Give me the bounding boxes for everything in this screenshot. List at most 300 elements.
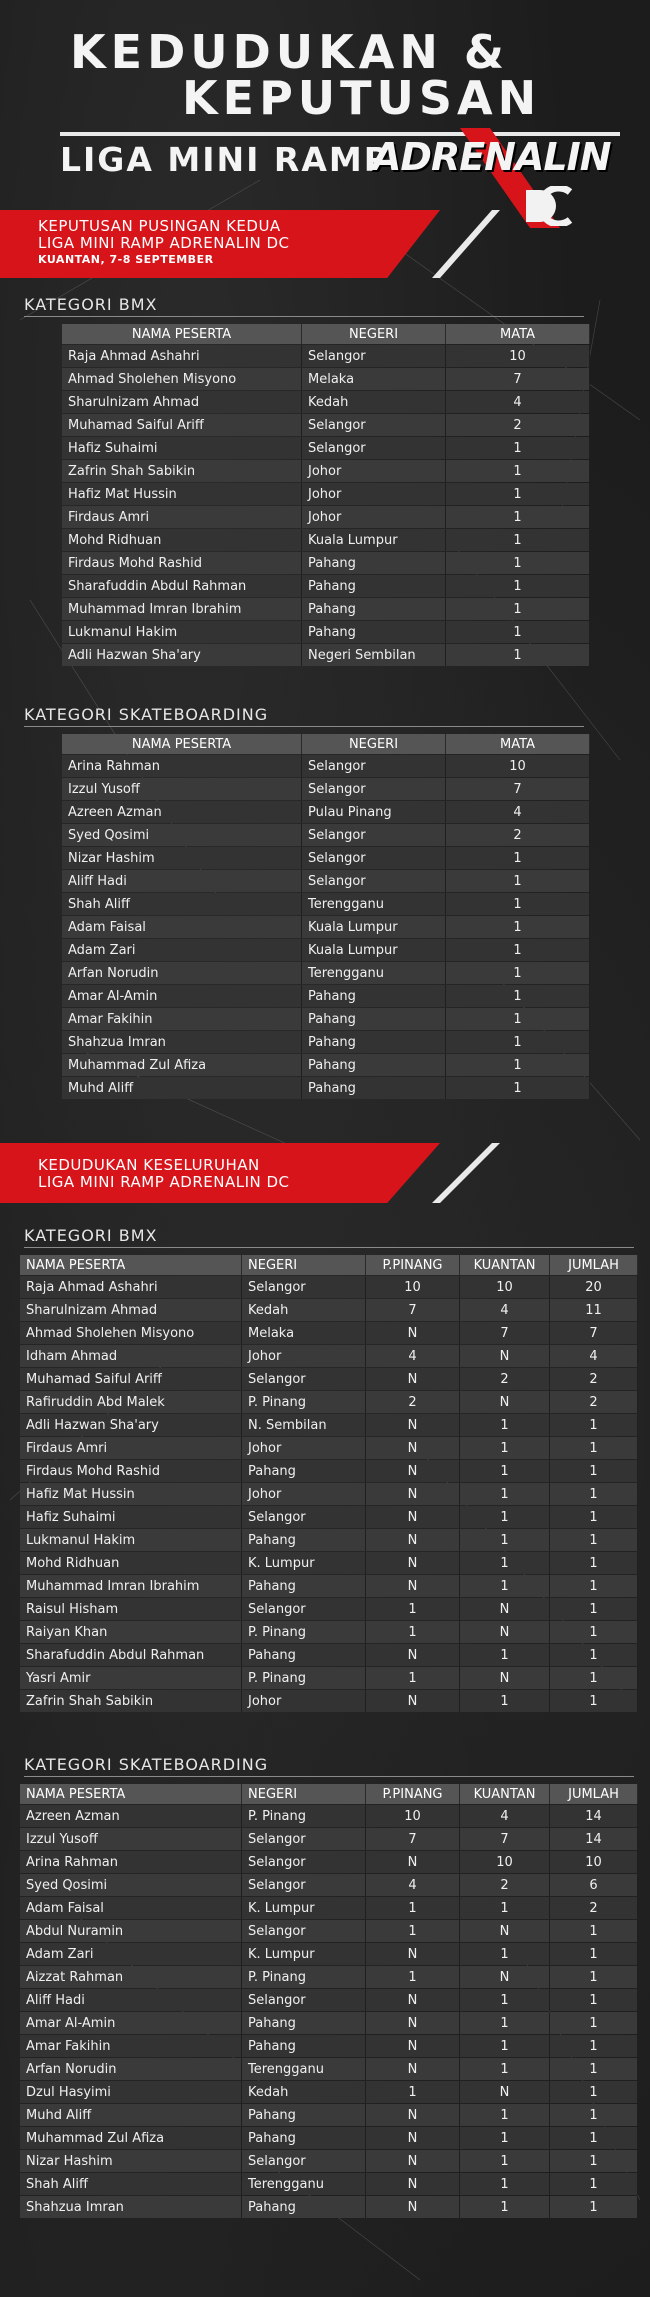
participant-name-cell: Shahzua Imran [62, 1031, 302, 1053]
participant-name-cell: Firdaus Mohd Rashid [20, 1460, 242, 1482]
table-row [20, 1483, 638, 1505]
score-cell: 7 [446, 778, 590, 800]
participant-name-cell: Adam Faisal [20, 1897, 242, 1919]
table-row [20, 1644, 638, 1666]
participant-name-cell: Raiyan Khan [20, 1621, 242, 1643]
score-cell: 1 [550, 2081, 638, 2103]
state-cell: Johor [302, 483, 446, 505]
participant-name-cell: Hafiz Mat Hussin [62, 483, 302, 505]
score-cell: 1 [446, 621, 590, 643]
score-cell: 7 [366, 1299, 460, 1321]
score-cell: 1 [460, 1529, 550, 1551]
table-row [20, 1575, 638, 1597]
score-cell: 1 [550, 1552, 638, 1574]
participant-name-cell: Raisul Hisham [20, 1598, 242, 1620]
state-cell: Kedah [302, 391, 446, 413]
score-cell: 7 [446, 368, 590, 390]
state-cell: Pahang [302, 985, 446, 1007]
score-cell: 1 [366, 1966, 460, 1988]
score-cell: 1 [460, 1483, 550, 1505]
score-cell: 1 [460, 2104, 550, 2126]
score-cell: 11 [550, 1299, 638, 1321]
participant-name-cell: Sharafuddin Abdul Rahman [20, 1644, 242, 1666]
score-cell: 1 [446, 1031, 590, 1053]
score-cell: N [366, 1414, 460, 1436]
round-skate-rule [24, 726, 584, 727]
column-header: MATA [446, 734, 590, 754]
score-cell: 1 [550, 2104, 638, 2126]
state-cell: Selangor [302, 778, 446, 800]
table-row [20, 2104, 638, 2126]
table-row [20, 1621, 638, 1643]
table-row [20, 1943, 638, 1965]
state-cell: Pahang [242, 1529, 366, 1551]
score-cell: 2 [550, 1391, 638, 1413]
score-cell: 1 [446, 598, 590, 620]
score-cell: 10 [446, 755, 590, 777]
state-cell: Kedah [242, 2081, 366, 2103]
score-cell: 1 [446, 962, 590, 984]
table-row [20, 1690, 638, 1712]
table-row [62, 345, 590, 367]
score-cell: 1 [550, 1506, 638, 1528]
participant-name-cell: Amar Al-Amin [20, 2012, 242, 2034]
score-cell: N [366, 1989, 460, 2011]
score-cell: N [366, 2150, 460, 2172]
score-cell: 2 [446, 824, 590, 846]
score-cell: 7 [460, 1322, 550, 1344]
score-cell: 1 [550, 1529, 638, 1551]
score-cell: N [366, 1437, 460, 1459]
state-cell: Negeri Sembilan [302, 644, 446, 666]
score-cell: 1 [550, 1943, 638, 1965]
participant-name-cell: Izzul Yusoff [62, 778, 302, 800]
participant-name-cell: Sharulnizam Ahmad [62, 391, 302, 413]
round-bmx-label: KATEGORI BMX [24, 295, 158, 314]
score-cell: N [366, 1368, 460, 1390]
page-title-line-1: KEDUDUKAN & [70, 25, 510, 79]
state-cell: Johor [242, 1345, 366, 1367]
score-cell: 1 [550, 1920, 638, 1942]
participant-name-cell: Raja Ahmad Ashahri [62, 345, 302, 367]
score-cell: 1 [550, 1598, 638, 1620]
participant-name-cell: Muhammad Zul Afiza [62, 1054, 302, 1076]
column-header: JUMLAH [550, 1784, 638, 1804]
participant-name-cell: Muhamad Saiful Ariff [20, 1368, 242, 1390]
table-row [62, 368, 590, 390]
score-cell: N [366, 1322, 460, 1344]
score-cell: 4 [446, 391, 590, 413]
table-row [62, 939, 590, 961]
page-title-line-2: KEPUTUSAN [182, 71, 542, 125]
table-row [62, 529, 590, 551]
overall-banner-title: KEDUDUKAN KESELURUHAN [38, 1156, 260, 1174]
state-cell: Pahang [242, 2035, 366, 2057]
score-cell: 4 [460, 1805, 550, 1827]
state-cell: Selangor [302, 755, 446, 777]
column-header: JUMLAH [550, 1255, 638, 1275]
table-row [20, 1667, 638, 1689]
round-skate-label: KATEGORI SKATEBOARDING [24, 705, 269, 724]
score-cell: 1 [446, 985, 590, 1007]
score-cell: 1 [550, 1989, 638, 2011]
score-cell: 1 [446, 1077, 590, 1099]
score-cell: 1 [550, 2196, 638, 2218]
round-skate-table [62, 733, 590, 1100]
score-cell: 1 [446, 483, 590, 505]
score-cell: N [366, 1943, 460, 1965]
table-row [62, 755, 590, 777]
state-cell: Selangor [242, 1851, 366, 1873]
participant-name-cell: Idham Ahmad [20, 1345, 242, 1367]
round-bmx-rule [24, 316, 584, 317]
table-row [20, 1368, 638, 1390]
table-row [62, 506, 590, 528]
participant-name-cell: Sharafuddin Abdul Rahman [62, 575, 302, 597]
score-cell: 1 [460, 2196, 550, 2218]
table-row [20, 2127, 638, 2149]
table-row [62, 916, 590, 938]
column-header: NAMA PESERTA [62, 734, 302, 754]
banner-white-edge [380, 210, 500, 278]
round-banner-location-date: KUANTAN, 7-8 SEPTEMBER [38, 253, 214, 266]
state-cell: Pahang [302, 621, 446, 643]
state-cell: K. Lumpur [242, 1897, 366, 1919]
table-header-row [20, 1784, 638, 1804]
participant-name-cell: Azreen Azman [20, 1805, 242, 1827]
column-header: NEGERI [242, 1784, 366, 1804]
state-cell: Melaka [242, 1322, 366, 1344]
score-cell: N [460, 1920, 550, 1942]
state-cell: Pahang [242, 1460, 366, 1482]
state-cell: Terengganu [302, 893, 446, 915]
state-cell: Johor [242, 1690, 366, 1712]
score-cell: N [366, 1851, 460, 1873]
score-cell: 1 [460, 1943, 550, 1965]
score-cell: 2 [446, 414, 590, 436]
participant-name-cell: Amar Fakihin [20, 2035, 242, 2057]
column-header: MATA [446, 324, 590, 344]
participant-name-cell: Nizar Hashim [20, 2150, 242, 2172]
table-row [62, 962, 590, 984]
score-cell: 1 [460, 2012, 550, 2034]
table-row [20, 1920, 638, 1942]
participant-name-cell: Muhammad Imran Ibrahim [62, 598, 302, 620]
participant-name-cell: Muhd Aliff [20, 2104, 242, 2126]
participant-name-cell: Nizar Hashim [62, 847, 302, 869]
table-row [20, 1598, 638, 1620]
score-cell: 14 [550, 1805, 638, 1827]
participant-name-cell: Muhamad Saiful Ariff [62, 414, 302, 436]
score-cell: N [366, 2104, 460, 2126]
state-cell: Selangor [302, 345, 446, 367]
score-cell: 7 [460, 1828, 550, 1850]
table-row [20, 1345, 638, 1367]
table-header-row [62, 734, 590, 754]
participant-name-cell: Muhammad Zul Afiza [20, 2127, 242, 2149]
score-cell: 1 [550, 1460, 638, 1482]
table-row [20, 1391, 638, 1413]
participant-name-cell: Dzul Hasyimi [20, 2081, 242, 2103]
score-cell: 10 [366, 1276, 460, 1298]
state-cell: Pahang [242, 1575, 366, 1597]
score-cell: 2 [460, 1368, 550, 1390]
column-header: NAMA PESERTA [20, 1255, 242, 1275]
participant-name-cell: Shah Aliff [62, 893, 302, 915]
score-cell: 1 [460, 1897, 550, 1919]
score-cell: 1 [550, 1437, 638, 1459]
participant-name-cell: Firdaus Mohd Rashid [62, 552, 302, 574]
participant-name-cell: Zafrin Shah Sabikin [62, 460, 302, 482]
score-cell: 10 [366, 1805, 460, 1827]
score-cell: N [366, 2035, 460, 2057]
state-cell: Johor [242, 1437, 366, 1459]
participant-name-cell: Adam Faisal [62, 916, 302, 938]
participant-name-cell: Firdaus Amri [62, 506, 302, 528]
score-cell: 1 [460, 2035, 550, 2057]
round-banner-subtitle: LIGA MINI RAMP ADRENALIN DC [38, 234, 290, 252]
score-cell: N [366, 2127, 460, 2149]
state-cell: Selangor [242, 1989, 366, 2011]
overall-skate-table [20, 1783, 638, 2219]
score-cell: 1 [460, 1575, 550, 1597]
column-header: NEGERI [242, 1255, 366, 1275]
score-cell: 1 [460, 2058, 550, 2080]
participant-name-cell: Aliff Hadi [20, 1989, 242, 2011]
state-cell: Selangor [302, 414, 446, 436]
score-cell: 1 [446, 437, 590, 459]
state-cell: Selangor [242, 2150, 366, 2172]
score-cell: 1 [550, 2150, 638, 2172]
state-cell: Terengganu [302, 962, 446, 984]
score-cell: 4 [550, 1345, 638, 1367]
table-row [62, 483, 590, 505]
round-banner-text [38, 218, 290, 268]
state-cell: Selangor [242, 1506, 366, 1528]
state-cell: Selangor [242, 1598, 366, 1620]
score-cell: 4 [446, 801, 590, 823]
score-cell: 10 [460, 1851, 550, 1873]
state-cell: Pahang [302, 1008, 446, 1030]
state-cell: Pahang [302, 552, 446, 574]
score-cell: N [366, 1644, 460, 1666]
participant-name-cell: Sharulnizam Ahmad [20, 1299, 242, 1321]
score-cell: 1 [446, 939, 590, 961]
state-cell: Pahang [302, 1054, 446, 1076]
participant-name-cell: Rafiruddin Abd Malek [20, 1391, 242, 1413]
score-cell: 1 [550, 1575, 638, 1597]
score-cell: 1 [460, 1506, 550, 1528]
participant-name-cell: Ahmad Sholehen Misyono [20, 1322, 242, 1344]
participant-name-cell: Shahzua Imran [20, 2196, 242, 2218]
participant-name-cell: Firdaus Amri [20, 1437, 242, 1459]
state-cell: Terengganu [242, 2173, 366, 2195]
dc-logo-icon [522, 186, 574, 226]
score-cell: N [366, 1552, 460, 1574]
state-cell: Terengganu [242, 2058, 366, 2080]
participant-name-cell: Syed Qosimi [62, 824, 302, 846]
table-row [20, 1805, 638, 1827]
score-cell: N [460, 1621, 550, 1643]
state-cell: Selangor [242, 1828, 366, 1850]
score-cell: 1 [446, 1008, 590, 1030]
state-cell: Selangor [242, 1368, 366, 1390]
table-row [62, 893, 590, 915]
participant-name-cell: Mohd Ridhuan [20, 1552, 242, 1574]
participant-name-cell: Amar Al-Amin [62, 985, 302, 1007]
table-row [62, 1031, 590, 1053]
table-row [62, 414, 590, 436]
participant-name-cell: Adli Hazwan Sha'ary [62, 644, 302, 666]
column-header: NAMA PESERTA [62, 324, 302, 344]
overall-skate-rule [24, 1776, 634, 1777]
state-cell: Kedah [242, 1299, 366, 1321]
score-cell: 1 [446, 552, 590, 574]
table-row [20, 2035, 638, 2057]
table-row [20, 2058, 638, 2080]
table-row [62, 824, 590, 846]
brand-logo-adrenalin: ADRENALIN [372, 135, 611, 179]
participant-name-cell: Arfan Norudin [62, 962, 302, 984]
state-cell: Selangor [302, 847, 446, 869]
state-cell: Selangor [242, 1920, 366, 1942]
state-cell: Selangor [302, 824, 446, 846]
state-cell: Johor [302, 506, 446, 528]
state-cell: Pahang [242, 2104, 366, 2126]
overall-banner-text [38, 1157, 290, 1191]
score-cell: N [366, 2058, 460, 2080]
score-cell: N [366, 1529, 460, 1551]
score-cell: 1 [550, 2035, 638, 2057]
table-row [20, 1414, 638, 1436]
score-cell: N [366, 2196, 460, 2218]
table-row [20, 1897, 638, 1919]
score-cell: 1 [550, 2058, 638, 2080]
state-cell: P. Pinang [242, 1621, 366, 1643]
score-cell: 1 [460, 1644, 550, 1666]
table-row [20, 1874, 638, 1896]
score-cell: 1 [366, 1598, 460, 1620]
state-cell: Kuala Lumpur [302, 529, 446, 551]
score-cell: N [460, 2081, 550, 2103]
state-cell: Selangor [302, 437, 446, 459]
overall-bmx-label: KATEGORI BMX [24, 1226, 158, 1245]
score-cell: 4 [366, 1874, 460, 1896]
score-cell: 1 [446, 916, 590, 938]
score-cell: 1 [550, 1667, 638, 1689]
table-header-row [20, 1255, 638, 1275]
table-row [62, 847, 590, 869]
score-cell: 1 [446, 870, 590, 892]
score-cell: 1 [550, 1621, 638, 1643]
table-row [62, 644, 590, 666]
score-cell: 10 [446, 345, 590, 367]
state-cell: Kuala Lumpur [302, 939, 446, 961]
table-row [62, 801, 590, 823]
state-cell: Pahang [242, 2196, 366, 2218]
score-cell: 1 [460, 1414, 550, 1436]
table-row [62, 870, 590, 892]
table-row [20, 1276, 638, 1298]
score-cell: 1 [550, 1414, 638, 1436]
column-header: NEGERI [302, 324, 446, 344]
score-cell: N [366, 1483, 460, 1505]
banner-white-edge [380, 1143, 500, 1203]
participant-name-cell: Raja Ahmad Ashahri [20, 1276, 242, 1298]
score-cell: 1 [460, 1552, 550, 1574]
score-cell: 1 [366, 2081, 460, 2103]
table-row [20, 1322, 638, 1344]
score-cell: 7 [366, 1828, 460, 1850]
participant-name-cell: Adli Hazwan Sha'ary [20, 1414, 242, 1436]
participant-name-cell: Zafrin Shah Sabikin [20, 1690, 242, 1712]
page-title-line-3: LIGA MINI RAMP [60, 140, 390, 179]
participant-name-cell: Hafiz Suhaimi [62, 437, 302, 459]
score-cell: N [366, 2012, 460, 2034]
score-cell: 1 [446, 529, 590, 551]
score-cell: 1 [460, 1989, 550, 2011]
score-cell: 6 [550, 1874, 638, 1896]
score-cell: 1 [550, 2127, 638, 2149]
table-row [20, 1299, 638, 1321]
state-cell: P. Pinang [242, 1966, 366, 1988]
state-cell: P. Pinang [242, 1805, 366, 1827]
score-cell: 10 [550, 1851, 638, 1873]
participant-name-cell: Shah Aliff [20, 2173, 242, 2195]
score-cell: 1 [550, 1690, 638, 1712]
table-row [20, 2196, 638, 2218]
participant-name-cell: Arina Rahman [20, 1851, 242, 1873]
participant-name-cell: Hafiz Mat Hussin [20, 1483, 242, 1505]
score-cell: N [366, 1575, 460, 1597]
score-cell: 1 [550, 2012, 638, 2034]
participant-name-cell: Lukmanul Hakim [20, 1529, 242, 1551]
column-header: NEGERI [302, 734, 446, 754]
state-cell: Melaka [302, 368, 446, 390]
participant-name-cell: Syed Qosimi [20, 1874, 242, 1896]
participant-name-cell: Azreen Azman [62, 801, 302, 823]
round-banner-title: KEPUTUSAN PUSINGAN KEDUA [38, 217, 281, 235]
score-cell: 14 [550, 1828, 638, 1850]
score-cell: 1 [460, 1437, 550, 1459]
table-row [62, 460, 590, 482]
table-row [20, 1966, 638, 1988]
state-cell: Pahang [302, 598, 446, 620]
table-row [62, 985, 590, 1007]
score-cell: 2 [366, 1391, 460, 1413]
participant-name-cell: Adam Zari [20, 1943, 242, 1965]
score-cell: 2 [550, 1368, 638, 1390]
participant-name-cell: Aliff Hadi [62, 870, 302, 892]
participant-name-cell: Aizzat Rahman [20, 1966, 242, 1988]
score-cell: 4 [366, 1345, 460, 1367]
participant-name-cell: Abdul Nuramin [20, 1920, 242, 1942]
table-row [62, 1054, 590, 1076]
score-cell: 1 [460, 1460, 550, 1482]
table-row [20, 2012, 638, 2034]
table-row [62, 778, 590, 800]
table-row [20, 1437, 638, 1459]
state-cell: Johor [242, 1483, 366, 1505]
participant-name-cell: Arina Rahman [62, 755, 302, 777]
table-row [20, 1552, 638, 1574]
participant-name-cell: Lukmanul Hakim [62, 621, 302, 643]
participant-name-cell: Muhammad Imran Ibrahim [20, 1575, 242, 1597]
state-cell: Selangor [242, 1874, 366, 1896]
state-cell: Pahang [302, 1077, 446, 1099]
table-row [62, 1077, 590, 1099]
score-cell: N [366, 1690, 460, 1712]
